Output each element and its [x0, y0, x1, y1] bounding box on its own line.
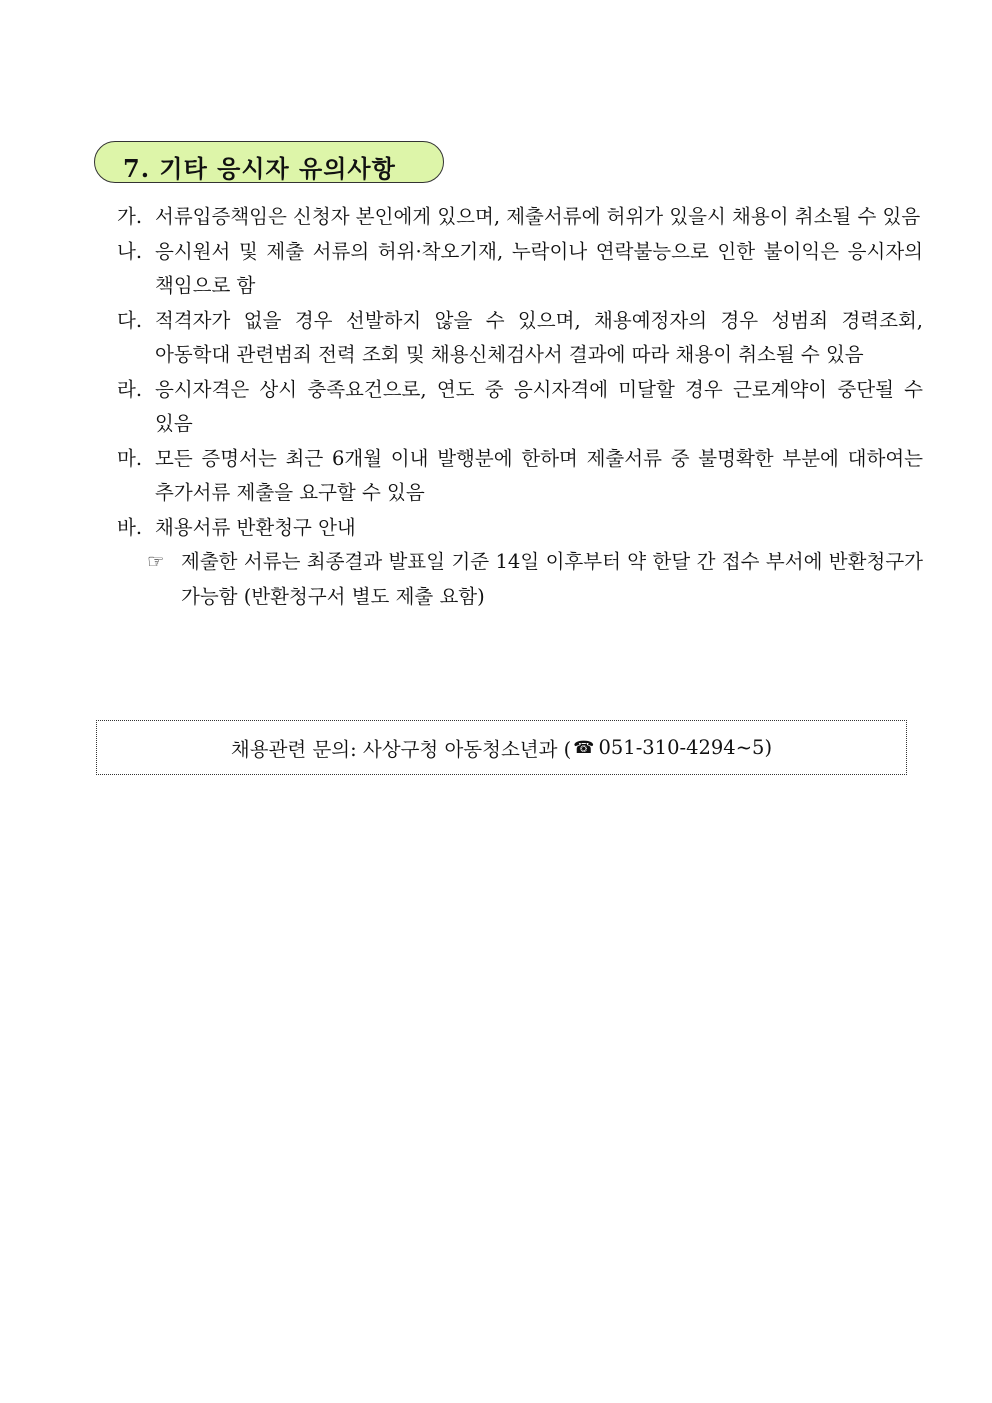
contact-box	[96, 720, 907, 775]
notice-item-ba	[117, 511, 923, 546]
pointing-hand-icon: ☞	[147, 550, 165, 573]
notice-item-da	[117, 304, 923, 373]
notice-item-ga	[117, 200, 923, 235]
item-marker: 마.	[117, 446, 143, 470]
item-marker: 바.	[117, 515, 143, 539]
section-header	[94, 141, 444, 183]
notice-item-ra	[117, 373, 923, 442]
item-marker: 나.	[117, 239, 143, 263]
item-text: 응시자격은 상시 충족요건으로, 연도 중 응시자격에 미달할 경우 근로계약이 중단될 수 있음	[155, 377, 923, 435]
return-request-note	[117, 545, 923, 614]
notice-list	[117, 200, 923, 614]
item-marker: 라.	[117, 377, 143, 401]
notice-item-na	[117, 235, 923, 304]
item-text: 서류입증책임은 신청자 본인에게 있으며, 제출서류에 허위가 있을시 채용이 취소될 수 있음	[155, 205, 921, 228]
item-text: 적격자가 없을 경우 선발하지 않을 수 있으며, 채용예정자의 경우 성범죄 경력조회, 아동학대 관련범죄 전력 조회 및 채용신체검사서 결과에 따라 채용이 취소될 수 있음	[155, 308, 923, 366]
subitem-text: 제출한 서류는 최종결과 발표일 기준 14일 이후부터 약 한달 간 접수 부서에 반환청구가 가능함 (반환청구서 별도 제출 요함)	[181, 550, 923, 608]
section-title: 7. 기타 응시자 유의사항	[123, 154, 396, 183]
contact-phone: 051-310-4294~5)	[598, 736, 773, 759]
item-text: 응시원서 및 제출 서류의 허위·착오기재, 누락이나 연락불능으로 인한 불이익은 응시자의 책임으로 함	[155, 239, 923, 297]
contact-prefix: 채용관련 문의: 사상구청 아동청소년과 (	[230, 737, 572, 761]
item-text: 채용서류 반환청구 안내	[155, 515, 356, 539]
item-marker: 가.	[117, 205, 143, 228]
item-marker: 다.	[117, 308, 143, 332]
telephone-icon: ☎	[573, 737, 595, 758]
item-text: 모든 증명서는 최근 6개월 이내 발행분에 한하며 제출서류 중 불명확한 부분에 대하여는 추가서류 제출을 요구할 수 있음	[155, 446, 923, 504]
notice-item-ma	[117, 442, 923, 511]
